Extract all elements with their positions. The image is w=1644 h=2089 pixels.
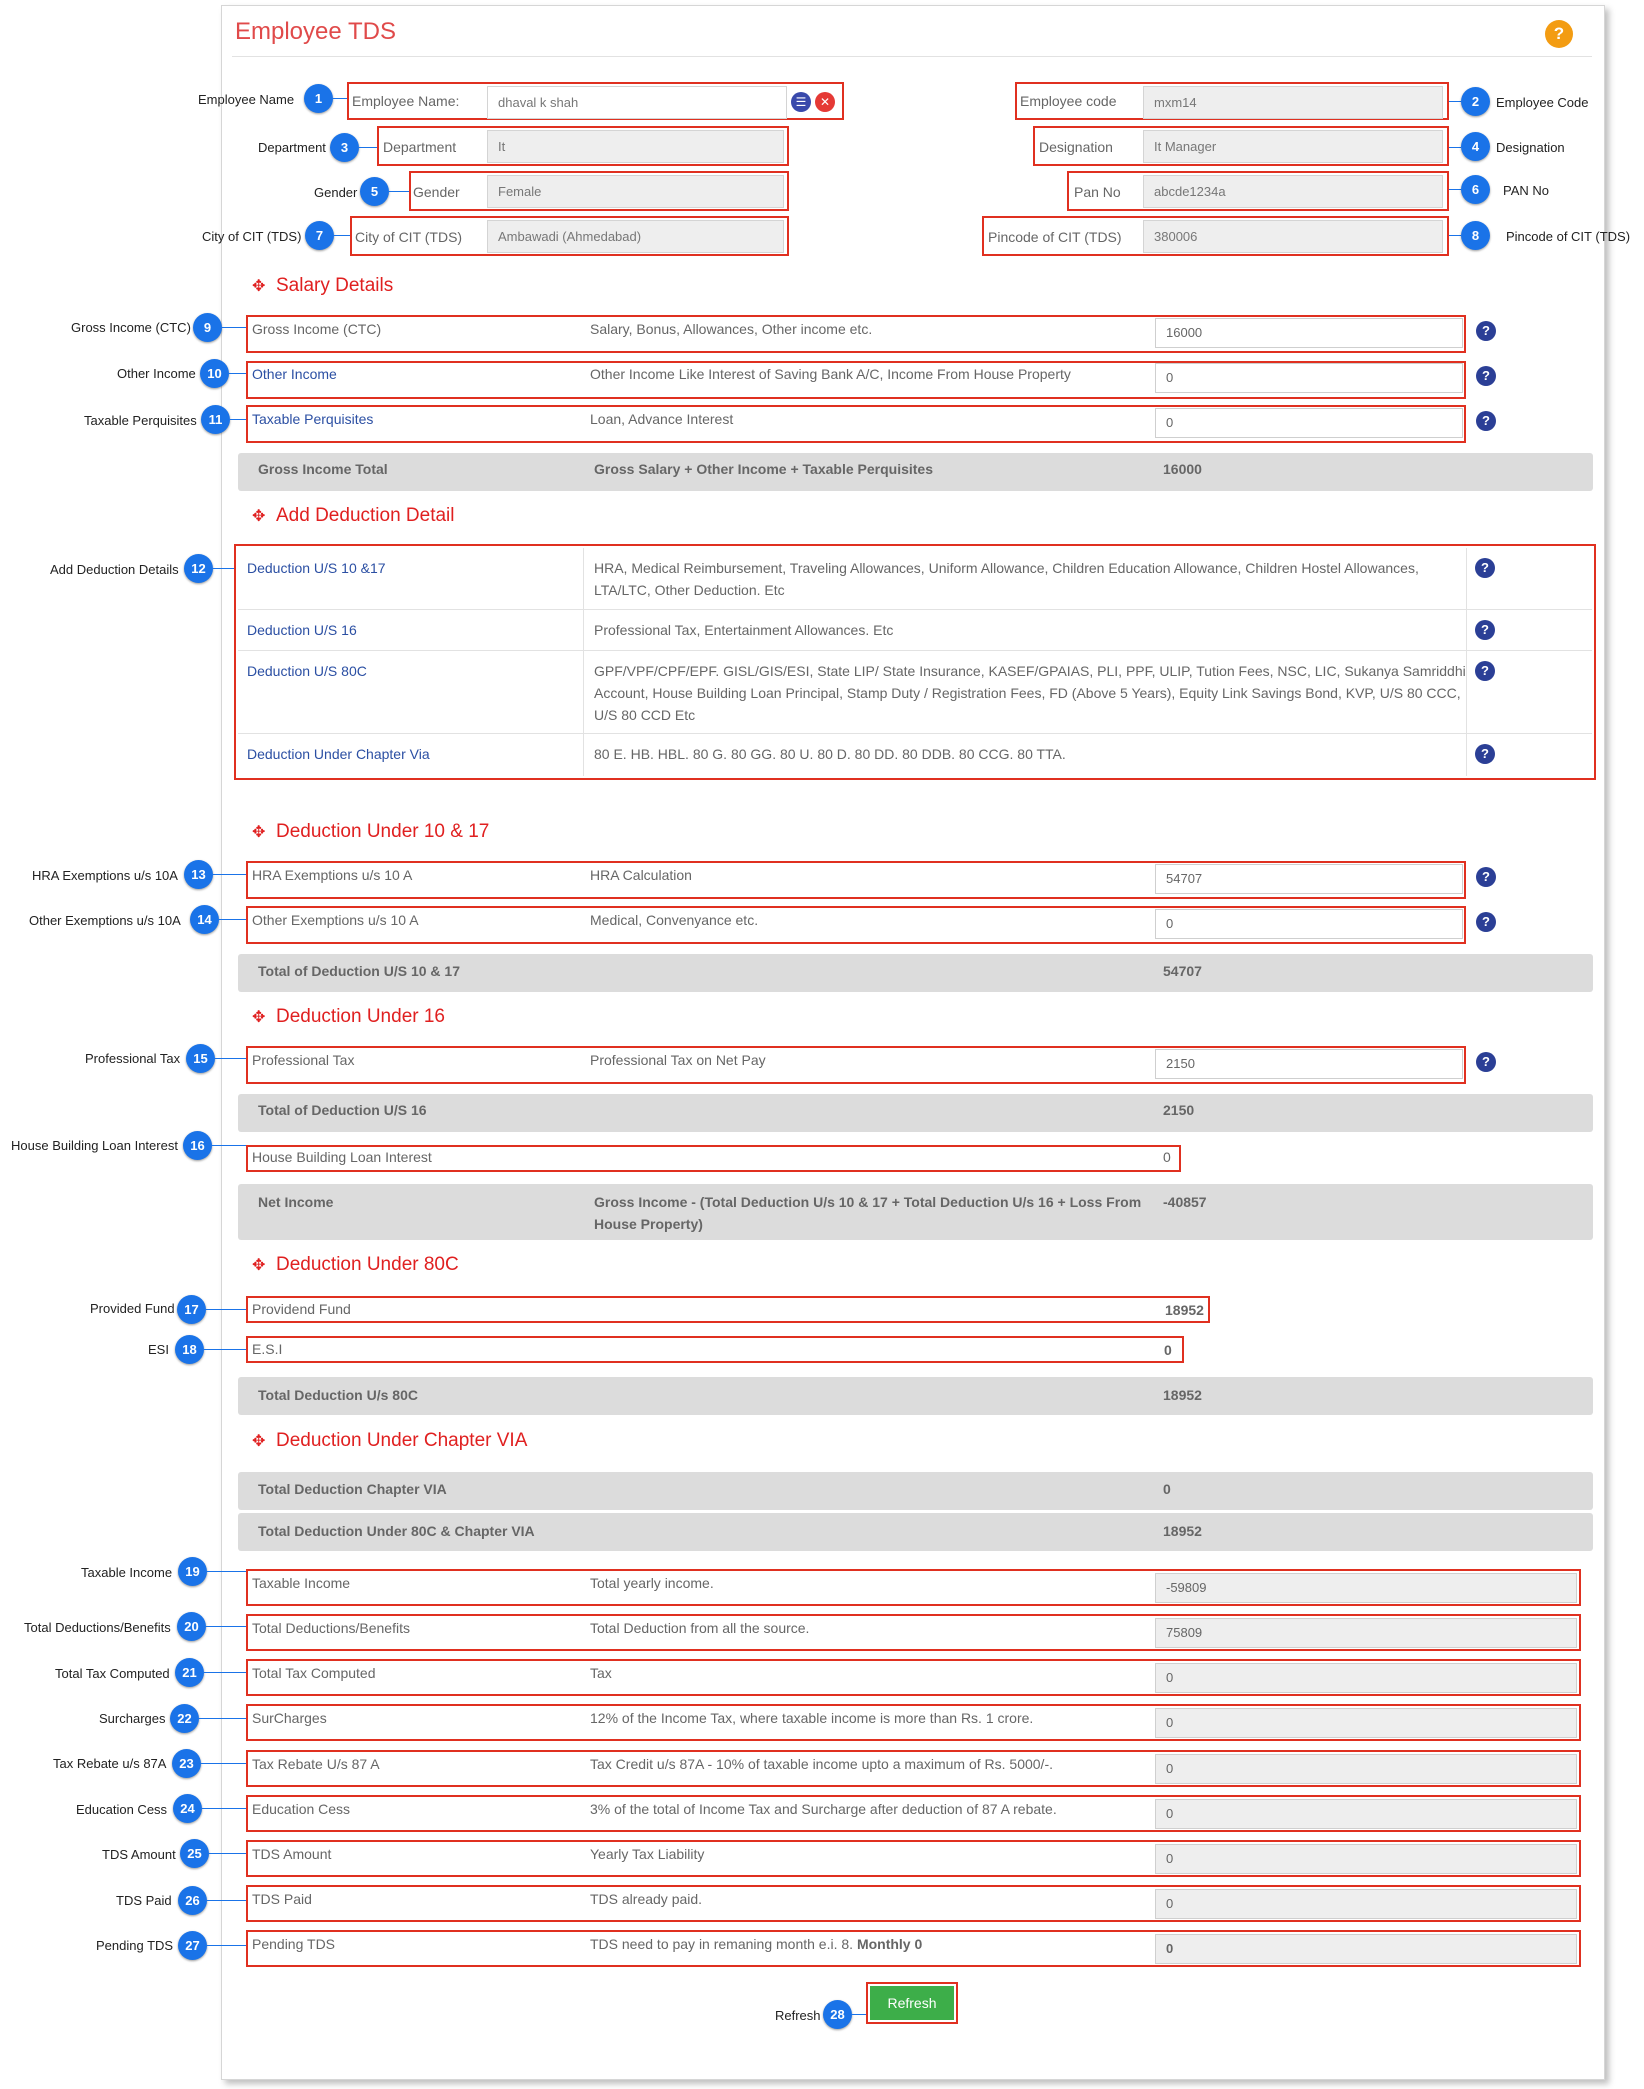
department-label: Department [383, 139, 457, 155]
pending-tds-desc: TDS need to pay in remaning month e.i. 8. Monthly 0 [590, 1936, 923, 1952]
total-chapter-via-value: 0 [1163, 1481, 1171, 1497]
annotation-connector [229, 373, 246, 374]
other-income-desc: Other Income Like Interest of Saving Bank A/C, Income From House Property [590, 366, 1071, 382]
move-icon: ✥ [252, 508, 266, 525]
tds-paid-desc: TDS already paid. [590, 1891, 703, 1907]
pending-tds-name: Pending TDS [252, 1936, 336, 1952]
deduction-chapter-via-link[interactable]: Deduction Under Chapter Via [247, 746, 430, 762]
annotation-label: Tax Rebate u/s 87A [53, 1756, 167, 1771]
designation-input[interactable]: It Manager [1143, 130, 1443, 163]
tds-amount-input[interactable]: 0 [1155, 1844, 1577, 1874]
annotation-label: Education Cess [76, 1802, 168, 1817]
annotation-connector [206, 1626, 246, 1627]
annotation-label: TDS Paid [116, 1893, 172, 1908]
annotation-badge: 28 [823, 2000, 852, 2029]
taxable-perquisites-link[interactable]: Taxable Perquisites [252, 411, 374, 427]
total-tax-name: Total Tax Computed [252, 1665, 376, 1681]
other-exemption-input[interactable]: 0 [1155, 909, 1463, 939]
total-tax-input[interactable]: 0 [1155, 1663, 1577, 1693]
annotation-badge: 24 [173, 1794, 202, 1823]
other-income-link[interactable]: Other Income [252, 366, 337, 382]
employee-name-input[interactable]: dhaval k shah [487, 86, 787, 119]
gender-label: Gender [413, 184, 460, 200]
annotation-connector [334, 235, 350, 236]
annotation-connector [199, 1718, 246, 1719]
hra-exemption-name: HRA Exemptions u/s 10 A [252, 867, 413, 883]
annotation-label: Total Tax Computed [55, 1666, 170, 1681]
annotation-connector [207, 1945, 246, 1946]
tax-rebate-input[interactable]: 0 [1155, 1754, 1577, 1784]
pending-tds-input[interactable]: 0 [1155, 1934, 1577, 1964]
section-deduction-80c: ✥ Deduction Under 80C [252, 1254, 459, 1275]
other-income-input[interactable]: 0 [1155, 363, 1463, 393]
annotation-connector [207, 1571, 246, 1572]
taxable-income-input[interactable]: -59809 [1155, 1573, 1577, 1603]
annotation-badge: 25 [180, 1839, 209, 1868]
gross-income-name: Gross Income (CTC) [252, 321, 382, 337]
gross-total-name: Gross Income Total [258, 461, 388, 477]
annotation-label: Taxable Perquisites [84, 413, 197, 428]
annotation-connector [230, 419, 246, 420]
annotation-badge: 1 [304, 84, 333, 113]
section-chapter-via: ✥ Deduction Under Chapter VIA [252, 1430, 528, 1451]
pincode-label: Pincode of CIT (TDS) [988, 229, 1122, 245]
annotation-connector [213, 874, 246, 875]
move-icon: ✥ [252, 278, 266, 295]
tds-amount-desc: Yearly Tax Liability [590, 1846, 705, 1862]
annotation-label: Professional Tax [85, 1051, 181, 1066]
move-icon: ✥ [252, 1009, 266, 1026]
gross-income-input[interactable]: 16000 [1155, 318, 1463, 348]
annotation-label: Gender [314, 185, 358, 200]
gender-input[interactable]: Female [487, 175, 784, 208]
annotation-badge: 12 [184, 554, 213, 583]
house-loan-interest-name: House Building Loan Interest [252, 1149, 432, 1165]
employee-code-label: Employee code [1020, 93, 1117, 109]
annotation-connector [204, 1672, 246, 1673]
annotation-label: PAN No [1503, 183, 1549, 198]
annotation-label: Other Income [117, 366, 196, 381]
annotation-label: City of CIT (TDS) [202, 229, 302, 244]
taxable-perquisites-desc: Loan, Advance Interest [590, 411, 734, 427]
question-icon[interactable]: ? [1476, 912, 1496, 932]
annotation-label: Surcharges [99, 1711, 166, 1726]
net-income-desc-2: House Property) [594, 1216, 703, 1232]
annotation-badge: 13 [184, 860, 213, 889]
annotation-label: Pincode of CIT (TDS) [1506, 229, 1631, 244]
annotation-badge: 27 [178, 1931, 207, 1960]
net-income-desc-1: Gross Income - (Total Deduction U/s 10 & 17 + Total Deduction U/s 16 + Loss From [594, 1194, 1142, 1210]
annotation-label: Total Deductions/Benefits [24, 1620, 171, 1635]
other-exemption-desc: Medical, Convenyance etc. [590, 912, 759, 928]
annotation-badge: 4 [1461, 132, 1490, 161]
annotation-connector [222, 327, 246, 328]
annotation-badge: 6 [1461, 175, 1490, 204]
annotation-label: Taxable Income [81, 1565, 173, 1580]
gross-income-desc: Salary, Bonus, Allowances, Other income etc. [590, 321, 873, 337]
annotation-label: Employee Code [1496, 95, 1589, 110]
total-10-17-name: Total of Deduction U/S 10 & 17 [258, 963, 460, 979]
question-icon[interactable]: ? [1476, 411, 1496, 431]
deduction-80c-link[interactable]: Deduction U/S 80C [247, 663, 367, 679]
row-divider [238, 650, 1592, 651]
tds-paid-name: TDS Paid [252, 1891, 312, 1907]
annotation-connector [209, 1853, 246, 1854]
provident-fund-value: 18952 [1165, 1302, 1204, 1318]
annotation-connector [201, 1763, 246, 1764]
total-chapter-via-name: Total Deduction Chapter VIA [258, 1481, 447, 1497]
annotation-badge: 8 [1461, 221, 1490, 250]
title-divider [232, 56, 1592, 57]
clear-icon[interactable]: ✕ [815, 92, 835, 112]
annotation-connector [389, 191, 409, 192]
total-bar [238, 1377, 1593, 1415]
taxable-perquisites-input[interactable]: 0 [1155, 408, 1463, 438]
annotation-connector [207, 1900, 246, 1901]
hra-exemption-input[interactable]: 54707 [1155, 864, 1463, 894]
annotation-connector [219, 919, 246, 920]
annotation-label: ESI [148, 1342, 169, 1357]
annotation-badge: 26 [178, 1886, 207, 1915]
annotation-label: House Building Loan Interest [11, 1138, 178, 1153]
deduction-chapter-via-desc: 80 E. HB. HBL. 80 G. 80 GG. 80 U. 80 D. 80 DD. 80 DDB. 80 CCG. 80 TTA. [594, 746, 1066, 762]
city-label: City of CIT (TDS) [355, 229, 463, 245]
highlight-box [246, 1336, 1184, 1363]
annotation-label: HRA Exemptions u/s 10A [32, 868, 178, 883]
surcharges-desc: 12% of the Income Tax, where taxable income is more than Rs. 1 crore. [590, 1710, 1034, 1726]
annotation-badge: 16 [183, 1131, 212, 1160]
section-salary-details: ✥ Salary Details [252, 275, 394, 296]
question-icon[interactable]: ? [1476, 1052, 1496, 1072]
refresh-button[interactable]: Refresh [870, 1986, 954, 2020]
education-cess-name: Education Cess [252, 1801, 351, 1817]
professional-tax-input[interactable]: 2150 [1155, 1049, 1463, 1079]
total-tax-desc: Tax [590, 1665, 612, 1681]
section-add-deduction: ✥ Add Deduction Detail [252, 505, 455, 526]
city-input[interactable]: Ambawadi (Ahmedabad) [487, 220, 784, 253]
annotation-label: Pending TDS [96, 1938, 174, 1953]
question-icon[interactable]: ? [1476, 867, 1496, 887]
deduction-10-17-desc-1: HRA, Medical Reimbursement, Traveling Allowances, Uniform Allowance, Children Education Allowance, Children Hostel Allowances, [594, 560, 1419, 576]
annotation-badge: 9 [193, 313, 222, 342]
deduction-16-link[interactable]: Deduction U/S 16 [247, 622, 357, 638]
esi-name: E.S.I [252, 1341, 283, 1357]
education-cess-input[interactable]: 0 [1155, 1799, 1577, 1829]
other-exemption-name: Other Exemptions u/s 10 A [252, 912, 419, 928]
deduction-10-17-link[interactable]: Deduction U/S 10 &17 [247, 560, 386, 576]
net-income-name: Net Income [258, 1194, 334, 1210]
tax-rebate-name: Tax Rebate U/s 87 A [252, 1756, 380, 1772]
question-icon[interactable]: ? [1475, 620, 1495, 640]
annotation-badge: 3 [330, 133, 359, 162]
pincode-input[interactable]: 380006 [1143, 220, 1443, 253]
annotation-label: Other Exemptions u/s 10A [29, 913, 181, 928]
highlight-box [246, 1296, 1210, 1323]
annotation-badge: 10 [200, 359, 229, 388]
column-divider [583, 548, 584, 776]
total-80c-via-name: Total Deduction Under 80C & Chapter VIA [258, 1523, 535, 1539]
pan-label: Pan No [1074, 184, 1121, 200]
surcharges-name: SurCharges [252, 1710, 327, 1726]
row-divider [238, 733, 1592, 734]
annotation-label: Employee Name [198, 92, 295, 107]
row-divider [238, 609, 1592, 610]
annotation-badge: 5 [360, 177, 389, 206]
annotation-connector [1449, 147, 1461, 148]
total-80c-value: 18952 [1163, 1387, 1202, 1403]
annotation-connector [212, 1145, 246, 1146]
help-icon[interactable]: ? [1545, 20, 1573, 48]
annotation-connector [215, 1058, 246, 1059]
annotation-badge: 18 [175, 1335, 204, 1364]
total-80c-name: Total Deduction U/s 80C [258, 1387, 418, 1403]
annotation-badge: 15 [186, 1044, 215, 1073]
annotation-badge: 17 [177, 1295, 206, 1324]
annotation-connector [1449, 235, 1461, 236]
annotation-badge: 21 [175, 1658, 204, 1687]
surcharges-input[interactable]: 0 [1155, 1708, 1577, 1738]
education-cess-desc: 3% of the total of Income Tax and Surcharge after deduction of 87 A rebate. [590, 1801, 1057, 1817]
total-deductions-input[interactable]: 75809 [1155, 1618, 1577, 1648]
annotation-connector [1449, 189, 1461, 190]
annotation-badge: 7 [305, 221, 334, 250]
professional-tax-desc: Professional Tax on Net Pay [590, 1052, 766, 1068]
section-deduction-10-17: ✥ Deduction Under 10 & 17 [252, 821, 490, 842]
total-80c-via-value: 18952 [1163, 1523, 1202, 1539]
provident-fund-name: Providend Fund [252, 1301, 351, 1317]
deduction-80c-desc-3: U/S 80 CCD Etc [594, 707, 696, 723]
deduction-80c-desc-1: GPF/VPF/CPF/EPF. GISL/GIS/ESI, State LIP/ State Insurance, KASEF/GPAIAS, PLI, PPF, ULIP, Tution Fees, NSC, LIC, Sukanya Samriddhi [594, 663, 1466, 679]
department-input[interactable]: It [487, 130, 784, 163]
annotation-label: Designation [1496, 140, 1565, 155]
annotation-connector [359, 147, 377, 148]
total-deductions-name: Total Deductions/Benefits [252, 1620, 410, 1636]
designation-label: Designation [1039, 139, 1113, 155]
taxable-income-desc: Total yearly income. [590, 1575, 714, 1591]
question-icon[interactable]: ? [1476, 321, 1496, 341]
annotation-connector [852, 2014, 866, 2015]
column-divider [1466, 548, 1467, 776]
esi-value: 0 [1164, 1342, 1172, 1358]
annotation-label: Provided Fund [90, 1301, 175, 1316]
tds-paid-input[interactable]: 0 [1155, 1889, 1577, 1919]
deduction-80c-desc-2: Account, House Building Loan Principal, Stamp Duty / Registration Fees, FD (Above 5 Years), Equity Link Savings Bond, KVP, U/S 80 CCC, [594, 685, 1461, 701]
question-icon[interactable]: ? [1475, 744, 1495, 764]
annotation-badge: 23 [172, 1749, 201, 1778]
annotation-badge: 14 [190, 905, 219, 934]
question-icon[interactable]: ? [1476, 366, 1496, 386]
professional-tax-name: Professional Tax [252, 1052, 355, 1068]
annotation-label: TDS Amount [102, 1847, 176, 1862]
question-icon[interactable]: ? [1475, 661, 1495, 681]
tds-amount-name: TDS Amount [252, 1846, 332, 1862]
annotation-label: Add Deduction Details [50, 562, 179, 577]
annotation-connector [1449, 101, 1461, 102]
annotation-connector [202, 1808, 246, 1809]
deduction-10-17-desc-2: LTA/LTC, Other Deduction. Etc [594, 582, 785, 598]
move-icon: ✥ [252, 1257, 266, 1274]
list-icon[interactable]: ☰ [791, 92, 811, 112]
section-deduction-16: ✥ Deduction Under 16 [252, 1006, 445, 1027]
pending-tds-monthly: Monthly 0 [856, 1936, 923, 1952]
annotation-badge: 19 [178, 1557, 207, 1586]
annotation-label: Gross Income (CTC) [71, 320, 191, 335]
gross-total-desc: Gross Salary + Other Income + Taxable Perquisites [594, 461, 934, 477]
page-title: Employee TDS [235, 18, 396, 45]
pan-input[interactable]: abcde1234a [1143, 175, 1443, 208]
total-deductions-desc: Total Deduction from all the source. [590, 1620, 810, 1636]
taxable-income-name: Taxable Income [252, 1575, 351, 1591]
employee-name-label: Employee Name: [352, 93, 460, 109]
annotation-connector [333, 98, 347, 99]
annotation-connector [206, 1309, 246, 1310]
annotation-badge: 2 [1461, 87, 1490, 116]
total-16-value: 2150 [1163, 1102, 1195, 1118]
hra-exemption-desc: HRA Calculation [590, 867, 692, 883]
annotation-label: Department [258, 140, 326, 155]
question-icon[interactable]: ? [1475, 558, 1495, 578]
move-icon: ✥ [252, 824, 266, 841]
tax-rebate-desc: Tax Credit u/s 87A - 10% of taxable income upto a maximum of Rs. 5000/-. [590, 1756, 1053, 1772]
annotation-badge: 22 [170, 1704, 199, 1733]
total-10-17-value: 54707 [1163, 963, 1202, 979]
total-16-name: Total of Deduction U/S 16 [258, 1102, 427, 1118]
annotation-label: Refresh [775, 2008, 821, 2023]
deduction-16-desc: Professional Tax, Entertainment Allowances. Etc [594, 622, 894, 638]
employee-code-input[interactable]: mxm14 [1143, 86, 1443, 119]
move-icon: ✥ [252, 1433, 266, 1450]
annotation-connector [204, 1349, 246, 1350]
total-bar [238, 1094, 1593, 1132]
gross-total-value: 16000 [1163, 461, 1202, 477]
house-loan-interest-value: 0 [1163, 1149, 1171, 1165]
annotation-badge: 20 [177, 1612, 206, 1641]
annotation-connector [213, 568, 234, 569]
annotation-badge: 11 [201, 405, 230, 434]
net-income-value: -40857 [1163, 1194, 1207, 1210]
